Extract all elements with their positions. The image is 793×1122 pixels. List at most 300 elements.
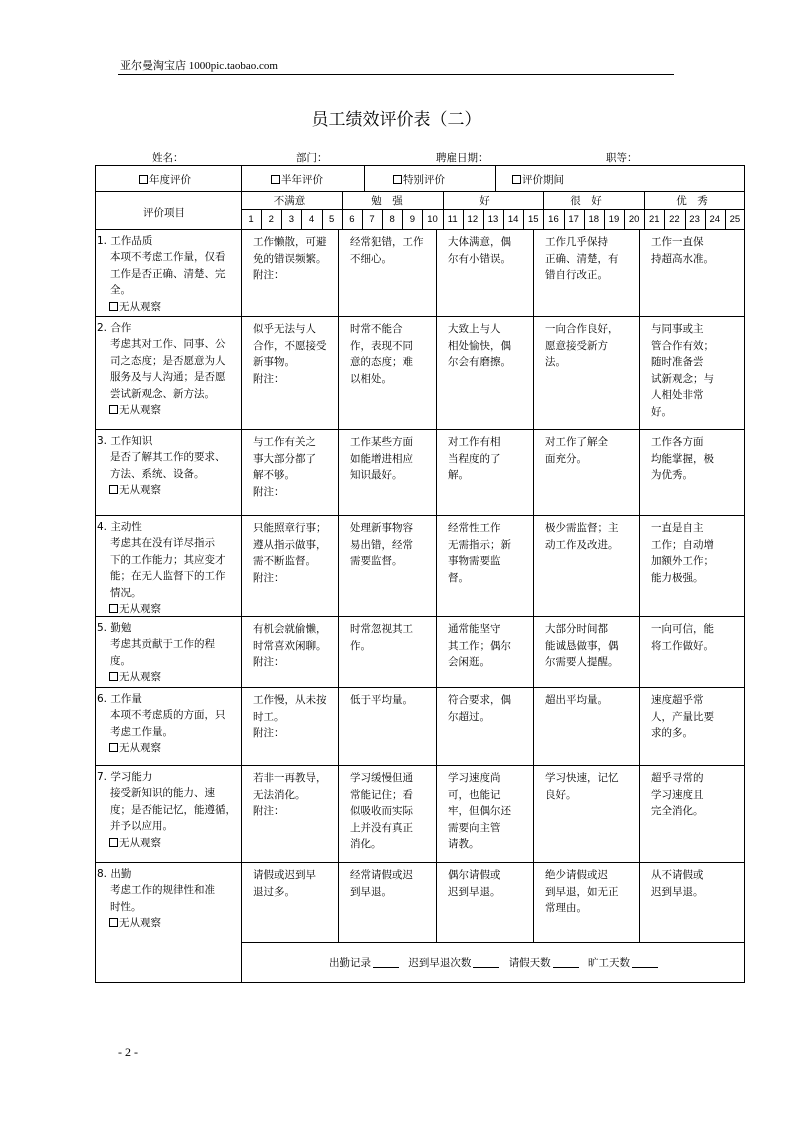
score-number: 9	[409, 214, 415, 225]
attendance-record-blank[interactable]	[373, 957, 399, 968]
item-title: 2. 合作	[97, 322, 132, 334]
col-line	[436, 862, 437, 942]
eval-period-option[interactable]	[512, 172, 564, 187]
no-observation-label: 无从观察	[119, 671, 161, 683]
criteria-text: 似乎无法与人	[253, 323, 316, 335]
row-line	[95, 316, 745, 317]
item-description: 考虑工作的规律性和准	[110, 884, 215, 896]
criteria-text: 只能照章行事；	[253, 522, 327, 534]
checkbox-icon[interactable]	[109, 485, 118, 494]
level-label: 好	[479, 195, 490, 207]
special-eval-label: 特别评价	[403, 174, 445, 186]
col-line	[639, 429, 640, 515]
col-line	[639, 765, 640, 862]
item-description: 全。	[110, 284, 131, 296]
criteria-text: 可，也能记	[448, 788, 501, 801]
item-description: 度。	[110, 654, 131, 667]
col-line	[338, 515, 339, 616]
col-line	[436, 316, 437, 429]
criteria-text: 无需指示；新	[448, 538, 511, 551]
criteria-text: 经常性工作	[448, 522, 501, 534]
col-line	[338, 687, 339, 765]
criteria-text: 事物需要监	[448, 555, 501, 567]
no-observation-option[interactable]	[109, 835, 161, 850]
item-description: 工作是否正确、清楚、完	[110, 267, 226, 280]
no-observation-label: 无从观察	[119, 300, 161, 313]
no-observation-label: 无从观察	[119, 917, 161, 929]
criteria-text: 加额外工作；	[651, 555, 714, 567]
criteria-text: 退过多。	[253, 885, 295, 898]
col-line	[436, 429, 437, 515]
score-number: 24	[709, 214, 721, 225]
criteria-text: 迟到早退。	[448, 885, 501, 898]
no-observation-option[interactable]	[109, 740, 161, 755]
criteria-text: 上并没有真正	[350, 821, 413, 834]
item-description: 考虑其贡献于工作的程	[110, 638, 215, 650]
level-label: 优 秀	[676, 195, 708, 207]
criteria-text: 工作各方面	[651, 436, 704, 448]
criteria-text: 易出错，经常	[350, 538, 413, 551]
score-number: 20	[628, 214, 640, 225]
criteria-text: 极少需监督；主	[545, 522, 619, 534]
criteria-text: 时常喜欢闲聊。	[253, 639, 327, 652]
criteria-text: 绝少请假或迟	[545, 869, 608, 881]
half-year-eval-label: 半年评价	[281, 174, 323, 186]
item-header: 评价项目	[143, 207, 185, 219]
page-title: 员工绩效评价表（二）	[311, 110, 482, 130]
criteria-text: 迟到早退。	[651, 885, 704, 898]
attendance-record	[329, 955, 658, 970]
col-line	[443, 191, 444, 229]
criteria-text: 学习速度且	[651, 788, 704, 801]
col-line	[261, 209, 262, 229]
criteria-text: 无法消化。	[253, 788, 306, 801]
col-line	[639, 687, 640, 765]
leave-days-label: 请假天数	[508, 957, 551, 969]
criteria-text: 相处愉快，偶	[448, 339, 511, 352]
item-description: 下的工作能力；其应变才	[110, 553, 226, 566]
score-number: 8	[389, 214, 395, 225]
col-line	[364, 165, 365, 191]
criteria-text: 学习快速，记忆	[545, 772, 619, 784]
name-label: 姓名：	[152, 152, 184, 164]
col-line	[664, 209, 665, 229]
criteria-text: 对工作了解全	[545, 436, 608, 448]
row-line	[95, 616, 745, 617]
col-line	[533, 616, 534, 687]
criteria-text: 速度超乎常	[651, 694, 704, 706]
col-line	[624, 209, 625, 229]
item-title: 7. 学习能力	[97, 771, 153, 783]
late-early-label: 迟到早退次数	[408, 957, 472, 969]
col-line	[301, 209, 302, 229]
col-line	[436, 515, 437, 616]
col-line	[436, 765, 437, 862]
col-line	[338, 229, 339, 316]
item-description: 接受新知识的能力、速	[110, 787, 215, 799]
col-line	[436, 616, 437, 687]
score-number: 18	[588, 214, 600, 225]
no-observation-label: 无从观察	[119, 603, 161, 615]
col-line	[281, 209, 282, 229]
criteria-text: 解不够。	[253, 469, 295, 481]
attendance-record-label: 出勤记录	[329, 957, 371, 969]
score-number: 25	[729, 214, 741, 225]
col-line	[584, 209, 585, 229]
criteria-text: 能力极强。	[651, 571, 704, 584]
shop-header: 亚尔曼淘宝店 1000pic.taobao.com	[120, 60, 278, 72]
col-line	[436, 687, 437, 765]
criteria-text: 试新观念；与	[651, 372, 714, 385]
item-description: 时性。	[110, 900, 142, 913]
criteria-text: 不细心。	[350, 252, 392, 265]
col-line	[463, 209, 464, 229]
row-line	[95, 515, 745, 516]
criteria-text: 持超高水准。	[651, 252, 714, 265]
criteria-text: 完全消化。	[651, 805, 704, 817]
col-line	[523, 209, 524, 229]
criteria-text: 常能记住；看	[350, 788, 413, 801]
no-observation-option[interactable]	[109, 402, 161, 417]
criteria-text: 将工作做好。	[651, 639, 714, 652]
criteria-text: 大体满意，偶	[448, 236, 511, 248]
col-line	[533, 687, 534, 765]
criteria-text: 尔超过。	[448, 710, 490, 723]
col-line	[338, 862, 339, 942]
criteria-text: 时常忽视其工	[350, 623, 413, 635]
criteria-text: 时常不能合	[350, 323, 403, 335]
col-line	[436, 229, 437, 316]
col-line	[533, 316, 534, 429]
criteria-text: 督。	[448, 571, 469, 584]
criteria-text: 人，产量比要	[651, 710, 714, 723]
checkbox-icon[interactable]	[271, 175, 280, 184]
no-observation-label: 无从观察	[119, 484, 161, 496]
score-number: 3	[288, 214, 295, 225]
item-description: 本项不考虑工作量，仅看	[110, 251, 226, 263]
checkbox-icon[interactable]	[139, 175, 148, 184]
item-title: 6. 工作量	[97, 693, 142, 705]
score-number: 2	[268, 214, 274, 225]
score-number: 7	[369, 214, 375, 225]
item-description: 并予以应用。	[110, 820, 173, 832]
score-number: 12	[467, 214, 479, 225]
checkbox-icon[interactable]	[393, 175, 402, 184]
score-number: 11	[447, 214, 458, 225]
criteria-text: 免的错误频繁。	[253, 252, 327, 265]
checkbox-icon[interactable]	[109, 918, 118, 927]
criteria-text: 工作一直保	[651, 236, 704, 248]
criteria-text: 一向可信，能	[651, 623, 714, 635]
col-line	[362, 209, 363, 229]
header-rule	[118, 74, 674, 75]
checkbox-icon[interactable]	[109, 743, 118, 752]
criteria-text: 愿意接受新方	[545, 339, 608, 352]
criteria-text: 良好。	[545, 788, 577, 801]
half-year-eval-option[interactable]	[271, 172, 323, 187]
criteria-text: 与工作有关之	[253, 436, 316, 448]
col-line	[725, 209, 726, 229]
checkbox-icon[interactable]	[109, 672, 118, 681]
no-observation-option[interactable]	[109, 669, 161, 684]
item-description: 考虑其对工作、同事、公	[110, 338, 226, 350]
criteria-text: 偶尔请假或	[448, 869, 501, 881]
criteria-text: 一向合作良好，	[545, 323, 619, 335]
criteria-text: 尔需要人提醒。	[545, 656, 619, 668]
note-label: 附注：	[253, 485, 285, 498]
col-line	[533, 862, 534, 942]
criteria-text: 作，表现不同	[350, 339, 413, 352]
leave-days-blank[interactable]	[553, 957, 579, 968]
criteria-text: 超乎寻常的	[651, 772, 704, 784]
criteria-text: 工作；自动增	[651, 538, 714, 551]
score-number: 19	[608, 214, 620, 225]
criteria-text: 能诚恳做事，偶	[545, 639, 619, 652]
criteria-text: 经常请假或迟	[350, 869, 413, 881]
col-line	[402, 209, 403, 229]
criteria-text: 从不请假或	[651, 869, 704, 881]
item-description: 是否了解其工作的要求、	[110, 451, 226, 463]
criteria-text: 请教。	[448, 838, 480, 850]
criteria-text: 学习缓慢但通	[350, 772, 413, 784]
item-description: 能；在无人监督下的工作	[110, 570, 226, 582]
absent-days-blank[interactable]	[632, 957, 658, 968]
col-line	[533, 765, 534, 862]
annual-eval-option[interactable]	[139, 172, 191, 187]
row-line	[95, 765, 745, 766]
annual-eval-label: 年度评价	[149, 174, 191, 186]
criteria-text: 动工作及改进。	[545, 538, 619, 551]
note-label: 附注：	[253, 727, 285, 739]
criteria-text: 似吸收而实际	[350, 805, 413, 817]
col-line	[644, 191, 645, 229]
score-number: 17	[568, 214, 579, 225]
col-line	[533, 515, 534, 616]
item-title: 5. 勤勉	[97, 622, 132, 634]
note-label: 附注：	[253, 571, 285, 584]
checkbox-icon[interactable]	[109, 405, 118, 414]
criteria-text: 常理由。	[545, 902, 587, 914]
col-line	[639, 515, 640, 616]
criteria-text: 新事物。	[253, 356, 295, 368]
criteria-text: 好。	[651, 405, 672, 418]
criteria-text: 牢，但偶尔还	[448, 805, 511, 817]
col-line	[604, 209, 605, 229]
criteria-text: 工作某些方面	[350, 436, 413, 448]
level-label: 勉 强	[371, 195, 403, 207]
criteria-text: 错自行改正。	[545, 269, 608, 281]
score-number: 6	[349, 214, 355, 225]
checkbox-icon[interactable]	[109, 838, 118, 847]
col-line	[543, 191, 544, 229]
criteria-text: 随时准备尝	[651, 356, 704, 368]
score-number: 16	[548, 214, 559, 225]
col-line	[495, 165, 496, 191]
row-line	[95, 229, 745, 230]
criteria-text: 作。	[350, 639, 371, 652]
criteria-text: 事大部分都了	[253, 452, 316, 465]
col-line	[382, 209, 383, 229]
item-description: 考虑其在没有详尽指示	[110, 537, 215, 549]
col-line	[338, 616, 339, 687]
criteria-text: 低于平均量。	[350, 694, 413, 706]
criteria-text: 经常犯错，工作	[350, 236, 424, 248]
dept-label: 部门：	[296, 152, 328, 164]
criteria-text: 到早退，如无正	[545, 885, 619, 898]
criteria-text: 工作慢，从未按	[253, 694, 327, 706]
criteria-text: 有机会就偷懒，	[253, 623, 327, 635]
criteria-text: 与同事或主	[651, 323, 704, 335]
criteria-text: 以相处。	[350, 372, 392, 385]
checkbox-icon[interactable]	[512, 175, 521, 184]
criteria-text: 遵从指示做事，	[253, 538, 327, 551]
hire-date-label: 聘雇日期：	[436, 152, 489, 164]
col-line	[639, 229, 640, 316]
score-number: 14	[507, 214, 519, 225]
col-line	[639, 616, 640, 687]
criteria-text: 解。	[448, 469, 469, 481]
item-title: 8. 出勤	[97, 868, 132, 880]
col-line	[322, 209, 323, 229]
item-title: 1. 工作品质	[97, 235, 153, 247]
criteria-text: 大部分时间都	[545, 623, 608, 635]
criteria-text: 需要监督。	[350, 555, 403, 567]
col-line	[533, 429, 534, 515]
criteria-text: 大致上与人	[448, 323, 501, 335]
criteria-text: 到早退。	[350, 885, 392, 898]
criteria-text: 超出平均量。	[545, 694, 608, 706]
criteria-text: 需要向主管	[448, 821, 501, 834]
row-line	[241, 942, 745, 943]
criteria-text: 意的态度；难	[350, 356, 413, 368]
criteria-text: 尔会有磨擦。	[448, 356, 511, 368]
score-number: 1	[248, 214, 254, 225]
col-line	[503, 209, 504, 229]
col-line	[241, 165, 242, 983]
criteria-text: 通常能坚守	[448, 623, 501, 635]
col-line	[422, 209, 423, 229]
criteria-text: 当程度的了	[448, 452, 501, 465]
note-label: 附注：	[253, 656, 285, 668]
criteria-text: 人相处非常	[651, 389, 704, 401]
criteria-text: 消化。	[350, 838, 382, 850]
criteria-text: 工作懒散，可避	[253, 236, 327, 248]
no-observation-label: 无从观察	[119, 742, 161, 754]
criteria-text: 合作，不愿接受	[253, 339, 327, 352]
no-observation-option[interactable]	[109, 915, 161, 930]
score-number: 21	[648, 214, 660, 225]
col-line	[705, 209, 706, 229]
criteria-text: 均能掌握，极	[651, 452, 714, 465]
criteria-text: 求的多。	[651, 727, 693, 739]
item-title: 3. 工作知识	[97, 435, 153, 447]
col-line	[338, 765, 339, 862]
criteria-text: 需不断监督。	[253, 555, 316, 567]
note-label: 附注：	[253, 372, 285, 385]
no-observation-option[interactable]	[109, 299, 161, 314]
score-number: 23	[689, 214, 700, 225]
no-observation-label: 无从观察	[119, 836, 161, 849]
criteria-text: 法。	[545, 356, 566, 368]
no-observation-option[interactable]	[109, 482, 161, 497]
row-line	[95, 687, 745, 688]
note-label: 附注：	[253, 269, 285, 281]
col-line	[533, 229, 534, 316]
col-line	[338, 429, 339, 515]
score-number: 10	[427, 214, 438, 225]
criteria-text: 正确、清楚，有	[545, 252, 619, 265]
item-description: 情况。	[110, 586, 142, 599]
score-number: 5	[329, 214, 335, 225]
criteria-text: 若非一再教导，	[253, 772, 327, 784]
criteria-text: 面充分。	[545, 452, 587, 465]
criteria-text: 处理新事物容	[350, 522, 413, 534]
col-line	[338, 316, 339, 429]
row-line	[95, 191, 745, 192]
criteria-text: 其工作；偶尔	[448, 639, 511, 652]
absent-days-label: 旷工天数	[588, 957, 631, 969]
col-line	[483, 209, 484, 229]
item-description: 服务及与人沟通；是否愿	[110, 371, 226, 383]
no-observation-label: 无从观察	[119, 404, 161, 416]
criteria-text: 符合要求，偶	[448, 694, 511, 706]
checkbox-icon[interactable]	[109, 604, 118, 613]
col-line	[564, 209, 565, 229]
item-description: 本项不考虑质的方面，只	[110, 709, 226, 721]
col-line	[685, 209, 686, 229]
page-number: - 2 -	[118, 1045, 138, 1059]
col-line	[342, 191, 343, 229]
score-number: 15	[528, 214, 539, 225]
criteria-text: 知识最好。	[350, 469, 403, 481]
late-early-blank[interactable]	[473, 957, 499, 968]
criteria-text: 学习速度尚	[448, 772, 501, 784]
criteria-text: 请假或迟到早	[253, 869, 316, 881]
item-description: 考虑工作量。	[110, 725, 173, 738]
row-line	[241, 209, 745, 210]
no-observation-option[interactable]	[109, 601, 161, 616]
row-line	[95, 429, 745, 430]
criteria-text: 管合作有效；	[651, 339, 714, 352]
item-description: 司之态度；是否愿意为人	[110, 354, 226, 367]
criteria-text: 尔有小错误。	[448, 252, 511, 265]
rank-label: 职等：	[606, 152, 638, 164]
note-label: 附注：	[253, 805, 285, 817]
col-line	[639, 316, 640, 429]
criteria-text: 如能增进相应	[350, 452, 413, 465]
item-title: 4. 主动性	[97, 521, 142, 533]
item-description: 方法、系统、设备。	[110, 467, 205, 480]
evaluation-form	[95, 165, 745, 983]
checkbox-icon[interactable]	[109, 302, 118, 311]
score-number: 4	[308, 214, 315, 225]
level-label: 不满意	[273, 195, 306, 207]
row-line	[95, 862, 745, 863]
criteria-text: 为优秀。	[651, 469, 693, 481]
criteria-text: 一直是自主	[651, 522, 704, 534]
criteria-text: 工作几乎保持	[545, 236, 608, 248]
criteria-text: 对工作有相	[448, 436, 501, 448]
criteria-text: 会闲逛。	[448, 656, 490, 668]
item-description: 尝试新观念、新方法。	[110, 387, 215, 400]
item-description: 度；是否能记忆，能遵循，	[110, 803, 236, 816]
level-label: 很 好	[570, 195, 602, 207]
score-number: 22	[669, 214, 680, 225]
special-eval-option[interactable]	[393, 172, 445, 187]
criteria-text: 时工。	[253, 710, 285, 723]
eval-period-label: 评价期间	[522, 174, 564, 186]
score-number: 13	[487, 214, 499, 225]
